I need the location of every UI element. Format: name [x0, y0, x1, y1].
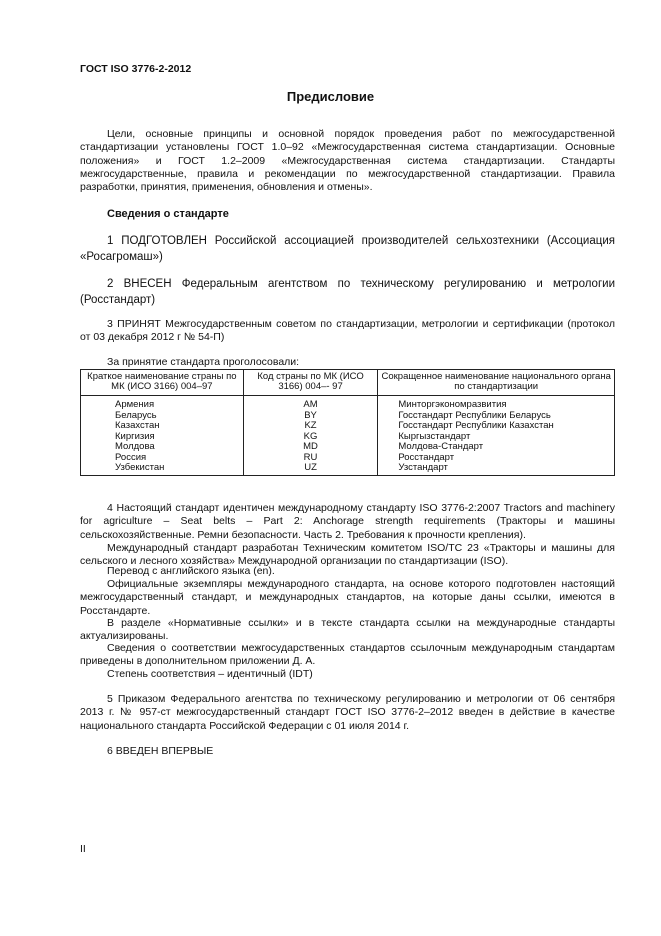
item-1-paragraph: 1 ПОДГОТОВЛЕН Российской ассоциацией производителей сельхозтехники (Ассоциация «Росагромаш»): [80, 235, 615, 263]
item-3-paragraph: 3 ПРИНЯТ Межгосударственным советом по стандартизации, метрологии и сертификации (протокол от 03 декабря 2012 г № 54-П): [80, 318, 615, 344]
country-code: KG: [243, 432, 378, 443]
country-code: MD: [243, 442, 378, 453]
page-number: II: [80, 843, 86, 855]
table-row: [81, 396, 615, 411]
table-header-cell: Код страны по МК (ИСО 3166) 004–- 97: [243, 370, 378, 396]
country-code: RU: [243, 453, 378, 464]
item-4-references-paragraph: В разделе «Нормативные ссылки» и в тексте стандарта ссылки на международные стандарты актуализированы.: [80, 617, 615, 643]
section-heading: Сведения о стандарте: [107, 208, 229, 220]
standards-body: Молдова-Стандарт: [378, 442, 615, 453]
item-4-paragraph: 4 Настоящий стандарт идентичен международному стандарту ISO 3776-2:2007 Tractors and machinery for agriculture – Seat belts – Part 2: Anchorage strength requirements (Тракторы и машины сельскохозяйственные. Ремни безопасности. Часть 2. Требования к прочности крепления).: [80, 502, 615, 541]
table-row: [81, 421, 615, 432]
table-header-row: [81, 370, 615, 396]
country-name: Узбекистан: [81, 463, 244, 475]
table-row: [81, 463, 615, 475]
intro-paragraph: Цели, основные принципы и основной порядок проведения работ по межгосударственной стандартизации установлены ГОСТ 1.0–92 «Межгосударственная система стандартизации. Основные положения» и ГОСТ 1.2–2009 «Межгосударственная система стандартизации. Стандарты межгосударственные, правила и рекомендации по межгосударственной стандартизации. Правила разработки, принятия, применения, обновления и отмены».: [80, 128, 615, 194]
standards-body: Госстандарт Республики Казахстан: [378, 421, 615, 432]
country-name: Молдова: [81, 442, 244, 453]
item-4-degree-paragraph: Степень соответствия – идентичный (IDT): [107, 668, 313, 680]
page-title: Предисловие: [286, 89, 375, 104]
country-code: UZ: [243, 463, 378, 475]
country-name: Армения: [81, 396, 244, 411]
standards-body: Госстандарт Республики Беларусь: [378, 411, 615, 422]
standards-body: Росстандарт: [378, 453, 615, 464]
table-header-cell: Краткое наименование страны по МК (ИСО 3166) 004–97: [81, 370, 244, 396]
item-4-copies-paragraph: Официальные экземпляры международного стандарта, на основе которого подготовлен настоящий межгосударственный стандарт, и международных стандартов, на которые даны ссылки, имеются в Росстандарте.: [80, 578, 615, 617]
country-name: Казахстан: [81, 421, 244, 432]
country-name: Киргизия: [81, 432, 244, 443]
item-4-translation-paragraph: Перевод с английского языка (en).: [107, 565, 275, 577]
item-4-committee-paragraph: Международный стандарт разработан Техническим комитетом ISO/TC 23 «Тракторы и машины для сельского и лесного хозяйства» Международной организации по стандартизации (ISO).: [80, 542, 615, 568]
vote-caption: За принятие стандарта проголосовали:: [107, 356, 300, 368]
item-4-correspondence-paragraph: Сведения о соответствии межгосударственных стандартов ссылочным международным стандартам приведены в дополнительном приложении Д. А.: [80, 642, 615, 668]
country-code: AM: [243, 396, 378, 411]
country-code: BY: [243, 411, 378, 422]
document-code-header: ГОСТ ISO 3776-2-2012: [80, 63, 192, 75]
table-row: [81, 442, 615, 453]
table-header-cell: Сокращенное наименование национального органа по стандартизации: [378, 370, 615, 396]
vote-table: [80, 369, 615, 476]
table-row: [81, 432, 615, 443]
country-name: Россия: [81, 453, 244, 464]
country-name: Беларусь: [81, 411, 244, 422]
standards-body: Кыргызстандарт: [378, 432, 615, 443]
item-2-paragraph: 2 ВНЕСЕН Федеральным агентством по техническому регулированию и метрологии (Росстандарт): [80, 278, 615, 306]
item-6-paragraph: 6 ВВЕДЕН ВПЕРВЫЕ: [107, 745, 214, 757]
country-code: KZ: [243, 421, 378, 432]
standards-body: Минторгэкономразвития: [378, 396, 615, 411]
standards-body: Узстандарт: [378, 463, 615, 475]
item-5-paragraph: 5 Приказом Федерального агентства по техническому регулированию и метрологии от 06 сентября 2013 г. № 957-ст межгосударственный стандарт ГОСТ ISO 3776-2–2012 введен в действие в качестве национального стандарта Российской Федерации с 01 июля 2014 г.: [80, 693, 615, 732]
